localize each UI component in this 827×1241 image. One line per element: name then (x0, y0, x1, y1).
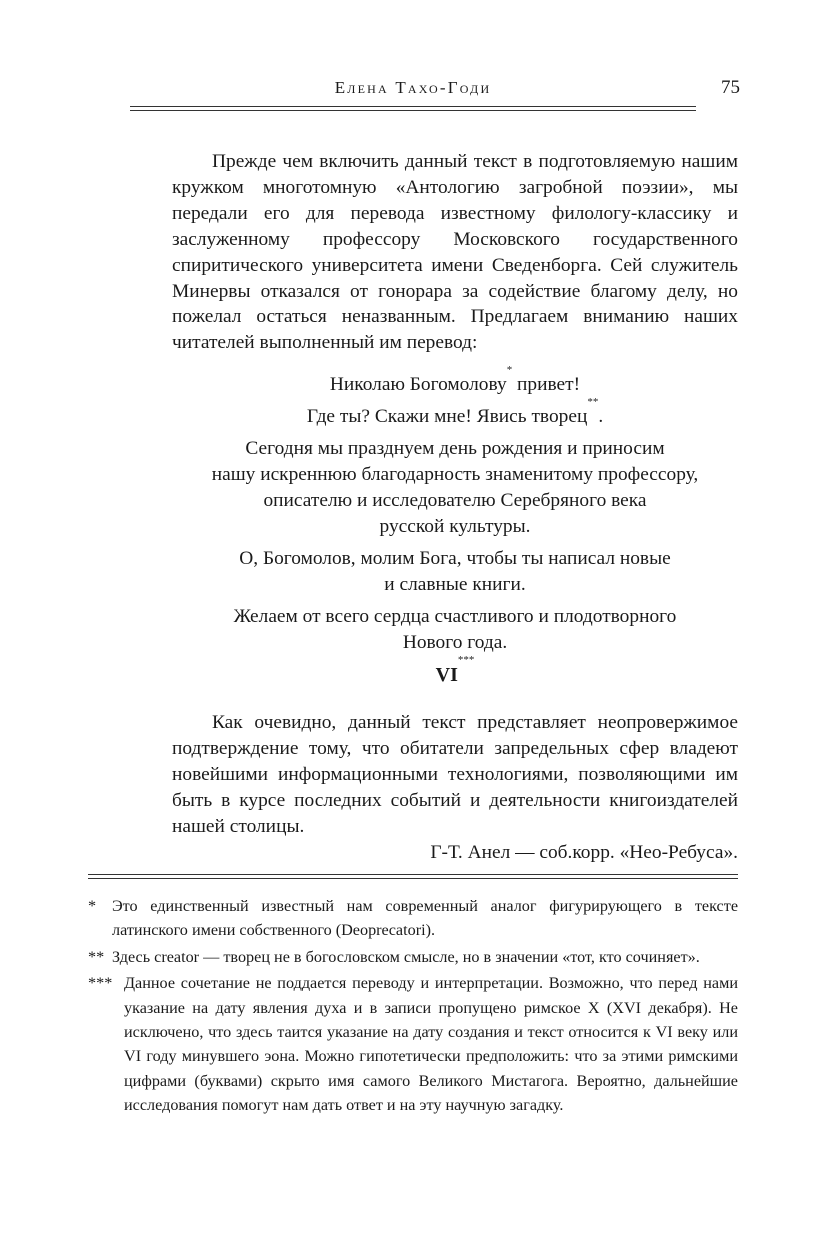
poem-line-1: Николаю Богомолову (329, 374, 507, 395)
poem-question-line (172, 396, 738, 430)
poem-line: русской культуры. (379, 516, 531, 537)
footnote-text: Это единственный известный нам современный аналог фигурирующего в тексте латинского имени собственного (Deoprecatori). (112, 897, 738, 940)
intro-paragraph: Прежде чем включить данный текст в подготовляемую нашим кружком многотомную «Антологию загробной поэзии», мы передали его для перевода известному филологу-классику и заслуженному профессору Московского государственного спиритического университета имени Сведенборга. Сей служитель Минервы отказался от гонорара за содействие благому делу, но пожелал остаться неназванным. Предлагаем вниманию наших читателей выполненный им перевод: (172, 151, 738, 354)
footnote-mark: * (88, 897, 97, 915)
footnote-text: Данное сочетание не поддается переводу и интерпретации. Возможно, что перед нами указание на дату явления духа и в записи пропущено римское X (XVI декабря). Не исключено, что здесь таится указание на дату создания и текст относится к VI веку или VI году минувшего эона. Можно гипотетически предположить: что за этими римскими цифрами (буквами) скрыто имя самого Великого Мистагога. Вероятно, дальнейшие исследования помогут нам дать ответ и на эту научную загадку. (124, 974, 738, 1115)
poem-line: описателю и исследователю Серебряного века (263, 490, 647, 511)
poem-stanza-new-year (172, 604, 738, 656)
footnotes (88, 894, 738, 1120)
footnote-ref-2: ** (587, 396, 599, 408)
footnote-ref-1: * (506, 364, 513, 376)
latin-poem-translation (172, 364, 738, 695)
footnote-text: Здесь creator — творец не в богословском смысле, но в значении «тот, кто сочиняет». (112, 947, 700, 966)
header-rule-top (130, 106, 696, 107)
poem-signature-text: VI (435, 664, 458, 686)
author-signature: Г-Т. Анел — соб.корр. «Нео-Ребуса». (430, 842, 738, 863)
closing-paragraph: Как очевидно, данный текст представляет неопровержимое подтверждение тому, что обитатели запредельных сфер владеют новейшими информационными технологиями, позволяющими им быть в курсе последних событий и деятельности книгоиздателей нашей столицы. (172, 712, 738, 837)
footnote-rule-bottom (88, 878, 738, 879)
footnote-2 (88, 945, 738, 969)
poem-line-2-tail: . (598, 406, 604, 427)
poem-stanza-birthday (172, 436, 738, 540)
poem-line: Желаем от всего сердца счастливого и плодотворного (233, 606, 677, 627)
footnote-1 (88, 894, 738, 943)
poem-line-2: Где ты? Скажи мне! Явись творец (306, 406, 588, 427)
poem-line: Нового года. (402, 632, 508, 653)
poem-line: нашу искреннюю благодарность знаменитому профессору, (211, 464, 699, 485)
poem-greeting-line (172, 364, 738, 398)
poem-line-1-tail: привет! (512, 374, 581, 395)
poem-line: Сегодня мы празднуем день рождения и приносим (245, 438, 665, 459)
footnote-ref-3: *** (457, 654, 475, 666)
running-title: Елена Тахо-Годи (334, 78, 492, 97)
header-rule-bottom (130, 110, 696, 111)
footnote-rule-top (88, 874, 738, 875)
footnote-mark: *** (88, 974, 113, 993)
footnote-3 (88, 971, 738, 1117)
poem-stanza-prayer (172, 546, 738, 598)
poem-line: О, Богомолов, молим Бога, чтобы ты написал новые (239, 548, 671, 569)
poem-line: и славные книги. (384, 574, 526, 595)
page-number: 75 (721, 77, 740, 98)
footnote-mark: ** (88, 947, 105, 966)
poem-signature (172, 654, 738, 689)
